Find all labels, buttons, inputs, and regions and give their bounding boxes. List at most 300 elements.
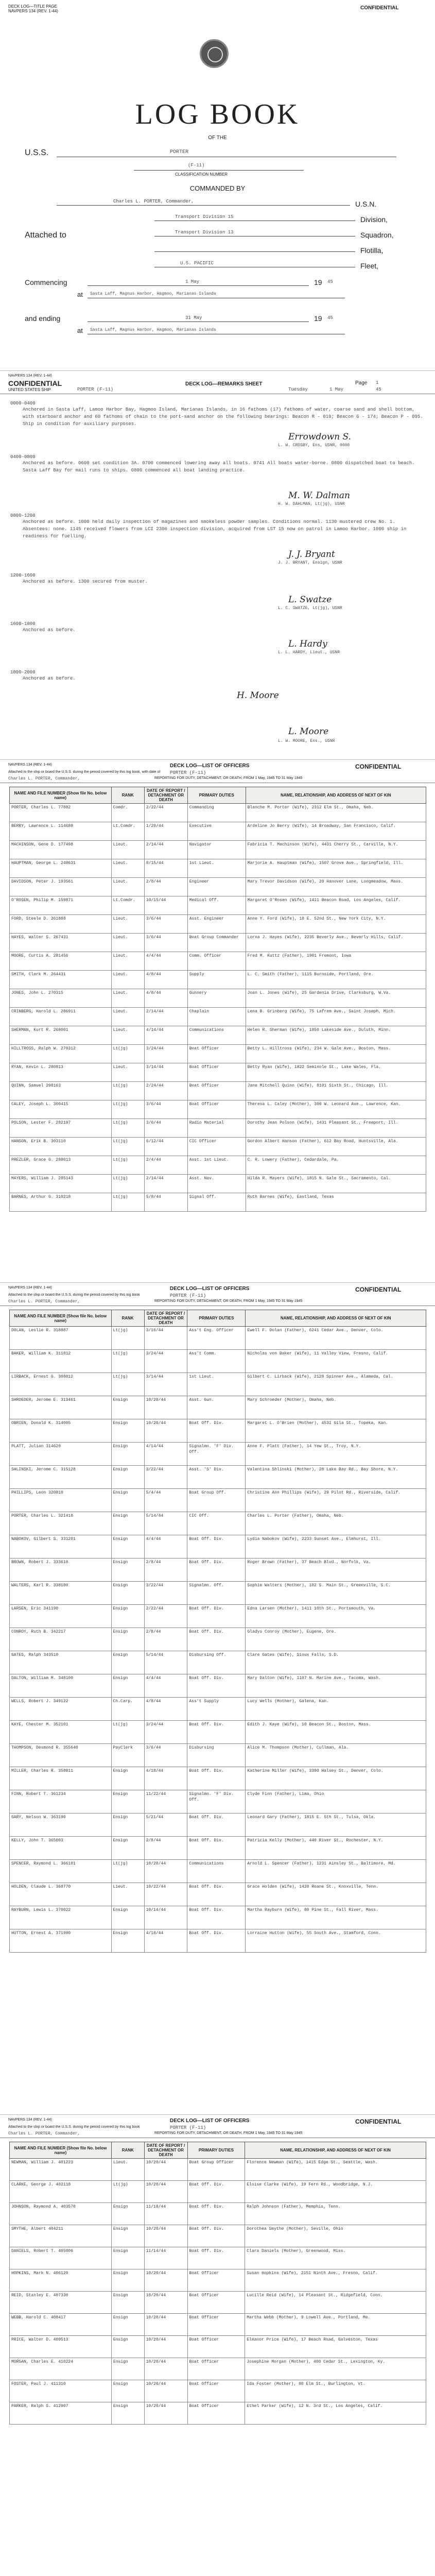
cell-name: DAVIDSON, Peter J. 193561: [10, 878, 112, 896]
cell-name: DANIELS, Robert T. 405006: [10, 2247, 112, 2269]
entry-text: Anchored as before. 0600 set condition 3A. 0700 commenced lowering away all boats. 0741 All boats water-borne. 0800 dispatched boat to beach. Sasta Laff Bay for mail runs to ships. 0800 commenced all boat landing practice.: [23, 461, 415, 473]
cell-name: PORTER, Charles L. 321418: [10, 1512, 112, 1535]
officer-table: [9, 2142, 426, 2425]
at-label: at: [77, 291, 83, 298]
cell-duty: Boat Group Officer: [187, 2159, 245, 2181]
cell-duty: Ass't Comm.: [187, 1350, 246, 1373]
cell-rank: Lt(jg): [111, 1860, 144, 1883]
cell-rank: Lt(jg): [111, 1721, 144, 1744]
usn-label: U.S.N.: [355, 200, 377, 208]
cell-rank: Lieut.: [111, 915, 144, 934]
watch-officer-signature: Errowdown S.: [288, 432, 351, 442]
cell-name: THOMPSON, Desmond R. 355640: [10, 1744, 112, 1767]
cell-kin: Nicholas von Baker (Wife), 11 Valley View, Fresno, Calif.: [246, 1350, 426, 1373]
list-title: DECK LOG—LIST OF OFFICERS: [170, 1286, 250, 1292]
log-entry: [10, 401, 425, 428]
cell-kin: Roger Brown (Father), 37 Beach Blvd., Norfolk, Va.: [246, 1558, 426, 1582]
table-row: [10, 1860, 426, 1883]
cell-date: 2/8/44: [144, 1837, 187, 1860]
cell-name: PRICE, Walter D. 409513: [10, 2336, 112, 2358]
of-the-label: OF THE: [208, 135, 227, 141]
cell-rank: Lieut.: [111, 1883, 144, 1906]
cell-rank: Ensign: [111, 1396, 144, 1419]
cell-kin: Lorna J. Hayes (Wife), 2235 Beverly Ave., Beverly Hills, Calif.: [246, 934, 426, 952]
column-header: RANK: [111, 1310, 144, 1327]
form-code: NAVPERS 134 (REV. 1-44): [8, 2118, 52, 2122]
cell-duty: Boat Officer: [187, 2336, 245, 2358]
cell-kin: Mary Dalton (Wife), 1107 N. Marine Ave., Tacoma, Wash.: [246, 1674, 426, 1698]
at-label-2: at: [77, 327, 83, 334]
cell-kin: Josephine Morgan (Mother), 400 Cedar St., Lexington, Ky.: [245, 2358, 426, 2380]
table-row: [10, 2336, 426, 2358]
cell-duty: Boat Off. Div.: [187, 1883, 246, 1906]
entry-text: Anchored as before. 1000 held daily inspection of magazines and smokeless powder samples. Conditions normal. 1130 mustered crew No. 1. Absentees: none. 1145 received flowers from LCI 2306 inspection division, acquired from LST 15 now on patrol in Lamoo Harbor. 1000 ship in readiness for fuelling.: [23, 519, 407, 539]
entry-text: Anchored as before.: [23, 628, 76, 633]
cell-kin: Leonard Gary (Father), 1815 E. 5th St., Tulsa, Okla.: [246, 1814, 426, 1837]
cell-date: 2/8/44: [144, 878, 187, 896]
cell-duty: Boat Officer: [187, 2402, 245, 2425]
cell-name: REID, Stanley E. 407330: [10, 2292, 112, 2314]
table-row: [10, 2358, 426, 2380]
cell-name: PARKER, Ralph S. 412907: [10, 2402, 112, 2425]
cell-duty: Asst. 'S' Div.: [187, 1466, 246, 1489]
cell-kin: Edith J. Kaye (Wife), 10 Beacon St., Boston, Mass.: [246, 1721, 426, 1744]
cell-duty: Chaplain: [187, 1008, 246, 1026]
cell-name: WALTERS, Karl R. 338180: [10, 1582, 112, 1605]
cell-duty: Navigator: [187, 841, 246, 859]
cell-date: 5/14/44: [144, 1651, 187, 1674]
cell-duty: Boat Off. Div.: [187, 1674, 246, 1698]
officer-list-header: [0, 2115, 435, 2138]
cell-duty: Medical Off.: [187, 896, 246, 915]
cell-date: 10/20/44: [144, 2314, 187, 2336]
cell-date: 3/24/44: [144, 1721, 187, 1744]
cell-date: 3/6/44: [144, 1100, 187, 1119]
cell-date: 4/14/44: [144, 1026, 187, 1045]
cell-date: 10/20/44: [144, 1860, 187, 1883]
fleet-label: Fleet,: [360, 262, 379, 270]
cell-duty: Signalmn. Off.: [187, 1582, 246, 1605]
remarks-year: 45: [376, 387, 381, 392]
reporting-period: REPORTING FOR DUTY, DETACHMENT, OR DEATH, FROM 1 May, 1945 TO 31 May 1945: [154, 776, 303, 780]
uss-label: U.S.S.: [25, 148, 49, 157]
cell-name: HOPKINS, Mark N. 406120: [10, 2269, 112, 2292]
cell-rank: Ensign: [111, 1558, 144, 1582]
cell-date: 5/8/44: [144, 1193, 187, 1212]
cell-name: PLATT, Julian 314620: [10, 1443, 112, 1466]
cell-duty: Boat Officer: [187, 1082, 246, 1100]
cell-date: 1/20/44: [144, 822, 187, 841]
cell-rank: PayClerk: [111, 1744, 144, 1767]
cell-rank: Comdr.: [111, 804, 144, 822]
cell-kin: Clare Gates (Wife), Sioux Falls, S.D.: [246, 1651, 426, 1674]
cell-kin: Ruth Barnes (Wife), Eastland, Texas: [246, 1193, 426, 1212]
commanded-by-label: COMMANDED BY: [189, 184, 246, 192]
table-row: [10, 971, 426, 989]
cell-name: WEBB, Harold C. 408417: [10, 2314, 112, 2336]
cell-rank: Ensign: [111, 1443, 144, 1466]
cell-duty: Signal Off.: [187, 1193, 246, 1212]
table-row: [10, 1026, 426, 1045]
cell-name: GATES, Ralph 343510: [10, 1651, 112, 1674]
officer-list-page-3: [0, 2115, 435, 2576]
cell-name: HAYES, Walter S. 267431: [10, 934, 112, 952]
cell-rank: Ensign: [111, 1419, 144, 1443]
column-header: RANK: [111, 787, 144, 804]
cell-kin: L. C. Smith (Father), 1115 Burnside, Portland, Ore.: [246, 971, 426, 989]
watch-officer-name: H. W. DAHLMAN, Lt(jg), USNR: [278, 502, 345, 506]
cell-rank: Lieut.: [111, 859, 144, 878]
table-row: [10, 1350, 426, 1373]
cell-kin: Clara Daniels (Mother), Greenwood, Miss.: [245, 2247, 426, 2269]
log-title-page: [0, 0, 435, 371]
cell-duty: Boat Officer: [187, 2358, 245, 2380]
column-header: DATE OF REPORT / DETACHMENT OR DEATH: [144, 1310, 187, 1327]
cell-kin: Lorraine Hutton (Wife), 55 South Ave., Stamford, Conn.: [246, 1929, 426, 1953]
cell-name: PORTER, Charles L. 77882: [10, 804, 112, 822]
table-row: [10, 2269, 426, 2292]
cell-name: WELLS, Robert J. 349122: [10, 1698, 112, 1721]
cell-rank: Lt(jg): [111, 1100, 144, 1119]
log-entry: [10, 454, 425, 474]
remarks-sheet-title: DECK LOG—REMARKS SHEET: [185, 381, 263, 387]
cell-kin: Susan Hopkins (Wife), 2151 Ninth Ave., Fresno, Calif.: [245, 2269, 426, 2292]
cell-date: 2/24/44: [144, 1082, 187, 1100]
cell-date: 10/20/44: [144, 2358, 187, 2380]
cell-rank: Ensign: [111, 2314, 144, 2336]
cell-rank: Ensign: [111, 1628, 144, 1651]
cell-name: MILLER, Charles R. 358811: [10, 1767, 112, 1790]
cell-name: PREZLER, Grace G. 288013: [10, 1156, 112, 1175]
table-row: [10, 804, 426, 822]
cell-date: 4/8/44: [144, 971, 187, 989]
watch-officer-name: L. C. SWATZE, Lt(jg), USNR: [278, 606, 342, 611]
table-row: [10, 878, 426, 896]
cell-name: HANSON, Erik B. 303110: [10, 1138, 112, 1156]
cell-rank: Lieut.: [111, 989, 144, 1008]
cell-rank: Ensign: [111, 2269, 144, 2292]
cell-name: MORGAN, Charles E. 410224: [10, 2358, 112, 2380]
confidential-stamp: CONFIDENTIAL: [355, 1286, 402, 1293]
cell-duty: Boat Officer: [187, 1063, 246, 1082]
page-title: LOG BOOK: [135, 98, 300, 130]
cell-date: 10/20/44: [144, 2292, 187, 2314]
cell-rank: Lt(jg): [111, 2181, 144, 2203]
cell-date: 11/18/44: [144, 2203, 187, 2225]
year-prefix-2: 19: [314, 314, 322, 323]
table-row: [10, 1906, 426, 1929]
table-row: [10, 989, 426, 1008]
cell-name: FORD, Steele D. 261888: [10, 915, 112, 934]
ending-year: 45: [327, 315, 333, 320]
cell-name: SMITH, Clark M. 264431: [10, 971, 112, 989]
cell-kin: Lucille Reid (Wife), 14 Pleasant St., Ridgefield, Conn.: [245, 2292, 426, 2314]
cell-date: 3/6/44: [144, 1744, 187, 1767]
cell-date: 2/4/44: [144, 1156, 187, 1175]
cell-kin: Theresa L. Caley (Mother), 300 W. Leonard Ave., Lawrence, Kan.: [246, 1100, 426, 1119]
column-header: NAME, RELATIONSHIP, AND ADDRESS OF NEXT OF KIN: [246, 1310, 426, 1327]
cell-rank: Lt.Comdr.: [111, 896, 144, 915]
table-row: [10, 2225, 426, 2247]
hull-number: (F-11): [188, 163, 205, 168]
remarks-day: Tuesday: [288, 387, 308, 392]
watch-officer-signature: H. Moore: [237, 690, 279, 701]
cell-rank: Lt(jg): [111, 1350, 144, 1373]
ending-date: 31 May: [185, 315, 202, 320]
cell-rank: Lieut.: [111, 2159, 144, 2181]
cell-rank: Lieut.: [111, 934, 144, 952]
table-row: [10, 1193, 426, 1212]
cell-kin: Gordon Albert Hanson (Father), 612 Bay Road, Huntsville, Ala.: [246, 1138, 426, 1156]
cell-duty: Signalmn. 'F' Div. Off.: [187, 1443, 246, 1466]
cell-date: 10/20/44: [144, 2269, 187, 2292]
cell-duty: Disbursing Off.: [187, 1651, 246, 1674]
watch-officer-name: J. J. BRYANT, Ensign, USNR: [278, 561, 342, 565]
cell-duty: Asst. Engineer: [187, 915, 246, 934]
table-row: [10, 1605, 426, 1628]
table-row: [10, 1558, 426, 1582]
cell-rank: Lt(jg): [111, 1175, 144, 1193]
attached-line: Attached to the ship or board the U.S.S. during the period covered by this log book: [8, 1293, 140, 1297]
cell-name: BAKER, William K. 311812: [10, 1350, 112, 1373]
cell-duty: Boat Officer: [187, 1045, 246, 1063]
fleet-value: U.S. PACIFIC: [180, 261, 214, 266]
cell-name: FINN, Robert T. 361234: [10, 1790, 112, 1814]
cell-duty: 1st Lieut.: [187, 1373, 246, 1396]
table-row: [10, 1138, 426, 1156]
cell-rank: Ensign: [111, 1512, 144, 1535]
cell-kin: Mary Schroeder (Mother), Omaha, Neb.: [246, 1396, 426, 1419]
cell-kin: Dorothy Jean Polson (Wife), 1431 Pleasant St., Freeport, Ill.: [246, 1119, 426, 1138]
cell-name: QUINN, Samuel 298163: [10, 1082, 112, 1100]
confidential-stamp: CONFIDENTIAL: [355, 763, 402, 770]
cell-rank: Lieut.: [111, 1063, 144, 1082]
table-row: [10, 1535, 426, 1558]
cell-rank: Lt(jg): [111, 1045, 144, 1063]
cell-date: 2/14/44: [144, 1008, 187, 1026]
page-number: 1: [376, 380, 379, 385]
table-row: [10, 1466, 426, 1489]
cell-date: 4/4/44: [144, 952, 187, 971]
ship-name: PORTER (F-11): [170, 1293, 206, 1298]
navy-seal-icon: [200, 39, 229, 68]
table-row: [10, 1837, 426, 1860]
cell-kin: Lena B. Grinberg (Wife), 75 Lafrem Ave., Saint Joseph, Mich.: [246, 1008, 426, 1026]
table-row: [10, 1175, 426, 1193]
cell-date: 10/20/44: [144, 2159, 187, 2181]
cell-duty: Disbursing: [187, 1744, 246, 1767]
cell-duty: Boat Off. Div.: [187, 1535, 246, 1558]
list-title: DECK LOG—LIST OF OFFICERS: [170, 2118, 250, 2124]
flotilla-label: Flotilla,: [360, 246, 384, 255]
cell-date: 10/15/44: [144, 896, 187, 915]
cell-duty: Boat Off. Div.: [187, 1929, 246, 1953]
ship-name: PORTER (F-11): [170, 2125, 206, 2130]
table-row: [10, 2380, 426, 2402]
table-row: [10, 1814, 426, 1837]
table-row: [10, 1628, 426, 1651]
cell-name: CRINBERG, Harold L. 286911: [10, 1008, 112, 1026]
cell-kin: Arnold L. Spencer (Father), 1231 Ainsley St., Baltimore, Md.: [246, 1860, 426, 1883]
cell-rank: Lt(jg): [111, 1373, 144, 1396]
cell-rank: Ensign: [111, 1582, 144, 1605]
cell-kin: Patricia Kelly (Mother), 440 River St., Rochester, N.Y.: [246, 1837, 426, 1860]
table-row: [10, 2314, 426, 2336]
officer-list-header: [0, 760, 435, 783]
cell-duty: CIC Officer: [187, 1138, 246, 1156]
log-entry: [10, 513, 425, 540]
cell-rank: Ensign: [111, 1929, 144, 1953]
watch-time: 1200-1600: [10, 573, 36, 578]
cell-kin: Christine Ann Phillips (Wife), 29 Pilot Rd., Riverside, Calif.: [246, 1489, 426, 1512]
cell-duty: Boat Off. Div.: [187, 2225, 245, 2247]
attached-line: Attached to the ship or board the U.S.S. during the period covered by this log book: [8, 2125, 140, 2129]
cell-name: NABOKOV, Gilbert S. 331201: [10, 1535, 112, 1558]
cell-kin: Ardeline Jo Berry (Wife), 14 Broadway, San Francisco, Calif.: [246, 822, 426, 841]
officer-table: [9, 787, 426, 1212]
cell-duty: Communications: [187, 1860, 246, 1883]
column-header: RANK: [111, 2142, 144, 2159]
cell-name: HOLDEN, Claude L. 368770: [10, 1883, 112, 1906]
commencing-date: 1 May: [185, 279, 200, 284]
cell-duty: Boat Off. Div.: [187, 2181, 245, 2203]
cell-rank: Lt(jg): [111, 1193, 144, 1212]
cell-kin: Joan L. Jones (Wife), 25 Gardenia Drive, Clarksburg, W.Va.: [246, 989, 426, 1008]
cell-date: 10/20/44: [144, 2380, 187, 2402]
cell-kin: Gilbert C. Lirback (Wife), 2128 Spinner Ave., Alameda, Cal.: [246, 1373, 426, 1396]
cell-kin: Dorothea Smythe (Mother), Seville, Ohio: [245, 2225, 426, 2247]
cell-date: 5/14/44: [144, 1512, 187, 1535]
column-header: DATE OF REPORT / DETACHMENT OR DEATH: [144, 2142, 187, 2159]
table-row: [10, 1443, 426, 1466]
table-row: [10, 1373, 426, 1396]
cell-date: 10/20/44: [144, 2181, 187, 2203]
cell-name: SHERMAN, Kurt R. 268001: [10, 1026, 112, 1045]
cell-rank: Ensign: [111, 1605, 144, 1628]
cell-duty: Boat Off. Div.: [187, 1906, 246, 1929]
cell-kin: Hilda R. Mayers (Wife), 1815 N. Gale St., Sacramento, Cal.: [246, 1175, 426, 1193]
cell-kin: C. R. Lowery (Father), Cedardale, Pa.: [246, 1156, 426, 1175]
squadron-value: Transport Division 13: [175, 230, 234, 235]
cell-rank: Ensign: [111, 2358, 144, 2380]
cell-name: MAYERS, William J. 285143: [10, 1175, 112, 1193]
cell-date: 2/22/44: [144, 1605, 187, 1628]
cell-rank: Ensign: [111, 1489, 144, 1512]
attached-line: Attached to the ship or board the U.S.S. during the period covered by this log book, with date of: [8, 770, 161, 774]
cell-kin: Anne Y. Ford (Wife), 18 E. 52nd St., New York City, N.Y.: [246, 915, 426, 934]
cell-name: SHROEDER, Jerome E. 313461: [10, 1396, 112, 1419]
remarks-form-code: NAVPERS 134 (REV. 1-44): [8, 374, 52, 378]
cell-duty: Boat Off. Div.: [187, 1767, 246, 1790]
form-code: DECK LOG—TITLE PAGE NAVPERS 134 (REV. 1-44): [8, 4, 58, 13]
table-row: [10, 1698, 426, 1721]
cell-name: KELLY, John T. 365003: [10, 1837, 112, 1860]
watch-time: 0800-1200: [10, 513, 36, 518]
cell-duty: Asst. Gun.: [187, 1396, 246, 1419]
table-row: [10, 915, 426, 934]
cell-duty: Communications: [187, 1026, 246, 1045]
cell-name: FOSTER, Paul J. 411310: [10, 2380, 112, 2402]
cell-kin: Anne F. Platt (Father), 14 Yew St., Troy, N.Y.: [246, 1443, 426, 1466]
cell-kin: Lydia Nabokov (Wife), 2233 Sunset Ave., Elmhurst, Ill.: [246, 1535, 426, 1558]
ship-label: UNITED STATES SHIP: [8, 387, 51, 392]
cell-duty: CIC Off.: [187, 1512, 246, 1535]
watch-officer-signature: L. Swatze: [288, 595, 332, 605]
cell-rank: Ensign: [111, 1906, 144, 1929]
cell-rank: Ensign: [111, 1674, 144, 1698]
cell-kin: Margaret O'Rosen (Wife), 1411 Beacon Road, Los Angeles, Calif.: [246, 896, 426, 915]
watch-officer-signature: J. J. Bryant: [288, 549, 335, 560]
cell-rank: Ensign: [111, 2247, 144, 2269]
table-row: [10, 934, 426, 952]
cell-kin: Edna Larsen (Mother), 1411 10th St., Portsmouth, Va.: [246, 1605, 426, 1628]
entry-text: Anchored as before. 1300 secured from muster.: [23, 579, 148, 584]
table-row: [10, 1119, 426, 1138]
cell-date: 10/14/44: [144, 1906, 187, 1929]
list-title: DECK LOG—LIST OF OFFICERS: [170, 763, 250, 769]
commander-name: Charles L. PORTER, Commander,: [113, 199, 194, 204]
cell-kin: Martha Webb (Mother), 9 Lowell Ave., Portland, Me.: [245, 2314, 426, 2336]
ending-label: and ending: [25, 314, 61, 323]
cell-rank: Lieut.: [111, 1008, 144, 1026]
cell-rank: Ensign: [111, 2203, 144, 2225]
commencing-label: Commencing: [25, 278, 67, 286]
log-entry: [10, 621, 425, 634]
cell-date: 4/4/44: [144, 1674, 187, 1698]
column-header: NAME, RELATIONSHIP, AND ADDRESS OF NEXT OF KIN: [245, 2142, 426, 2159]
cell-date: 3/16/44: [144, 1327, 187, 1350]
remarks-ship: PORTER (F-11): [77, 387, 114, 392]
cell-duty: Boat Off. Div.: [187, 2203, 245, 2225]
log-entry: [10, 573, 425, 585]
table-row: [10, 1767, 426, 1790]
cell-rank: Ensign: [111, 2402, 144, 2425]
table-row: [10, 1063, 426, 1082]
table-row: [10, 952, 426, 971]
cell-kin: Ida Foster (Mother), 80 Elm St., Burlington, Vt.: [245, 2380, 426, 2402]
cell-name: DALTON, William M. 348100: [10, 1674, 112, 1698]
cell-duty: Asst. Nav.: [187, 1175, 246, 1193]
table-row: [10, 1883, 426, 1906]
form-code: NAVPERS 134 (REV. 1-44): [8, 763, 52, 767]
cell-rank: Ensign: [111, 1767, 144, 1790]
cell-duty: Boat Off. Div.: [187, 1605, 246, 1628]
table-row: [10, 896, 426, 915]
cell-date: 10/20/44: [144, 1419, 187, 1443]
division-label: Division,: [360, 215, 388, 224]
cell-date: 10/22/44: [144, 1883, 187, 1906]
cell-name: BERRY, Lawrence L. 114688: [10, 822, 112, 841]
watch-officer-name: L. L. HARDY, Lieut., USNR: [278, 650, 340, 655]
cell-name: NEWMAN, William J. 401223: [10, 2159, 112, 2181]
table-row: [10, 2181, 426, 2203]
cell-rank: Lieut.: [111, 971, 144, 989]
watch-officer-signature: M. W. Dalman: [288, 490, 350, 501]
cell-date: 8/15/44: [144, 859, 187, 878]
cell-rank: Ensign: [111, 1535, 144, 1558]
confidential-stamp: CONFIDENTIAL: [355, 2118, 402, 2125]
cell-duty: 1st Lieut.: [187, 859, 246, 878]
table-row: [10, 2402, 426, 2425]
division-value: Transport Division 15: [175, 214, 234, 219]
cell-kin: Betty Ryan (Wife), 1822 Seminole St., Lake Wales, Fla.: [246, 1063, 426, 1082]
cell-name: CALEY, Joseph L. 300415: [10, 1100, 112, 1119]
cell-date: 3/22/44: [144, 1466, 187, 1489]
table-row: [10, 2292, 426, 2314]
cell-kin: Clyde Finn (Father), Lima, Ohio: [246, 1790, 426, 1814]
cell-rank: Lt(jg): [111, 1156, 144, 1175]
watch-officer-signature: L. Hardy: [288, 639, 327, 649]
